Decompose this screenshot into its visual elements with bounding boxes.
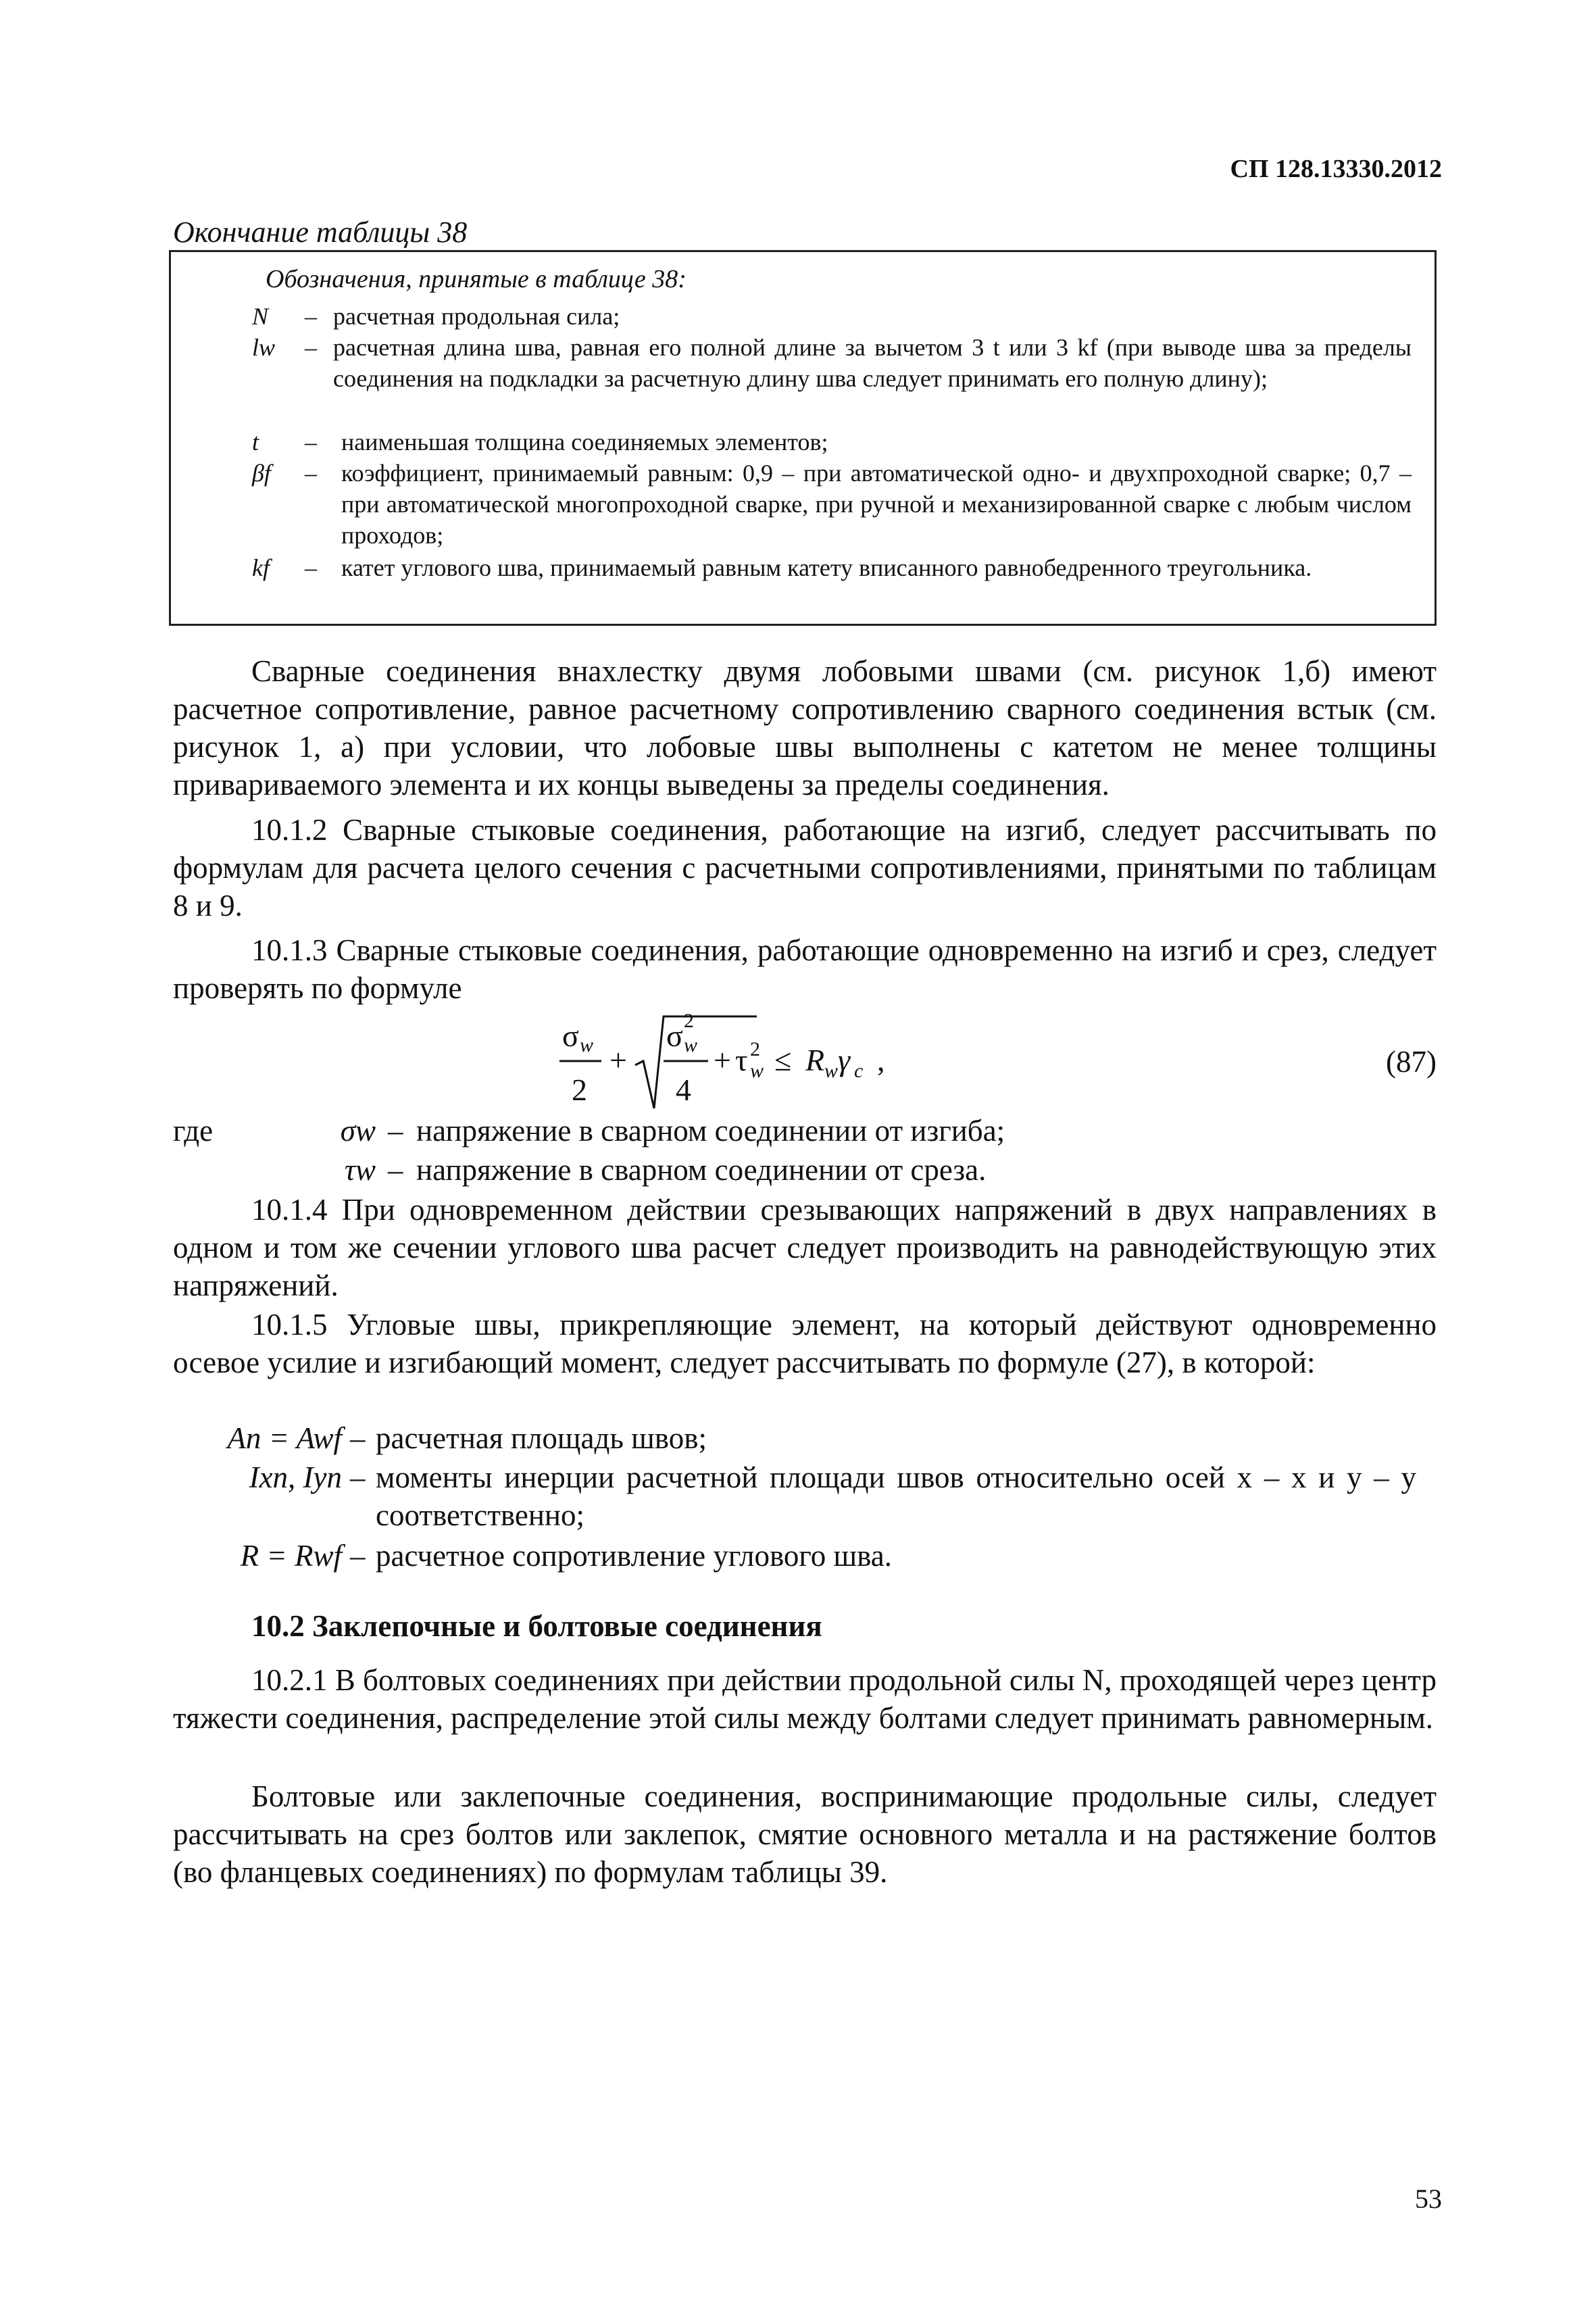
def-dash: – <box>350 1421 366 1455</box>
table-caption: Окончание таблицы 38 <box>173 216 468 249</box>
paragraph-10-1-5: 10.1.5 Угловые швы, прикрепляющие элемент, на который действуют одновременно осевое усилие и изгибающий момент, следует рассчитывать по формуле (27), в которой: <box>173 1308 1437 1379</box>
legend-text: расчетная длина шва, равная его полной длине за вычетом 3 t или 3 kf (при выводе шва за пределы соединения на подкладки за расчетную длину шва следует принимать его полную длину); <box>333 334 1412 392</box>
legend-text: расчетная продольная сила; <box>333 303 620 330</box>
where-symbol: σw <box>340 1114 376 1148</box>
def-text: расчетная площадь швов; <box>376 1421 707 1455</box>
formula-R-sub-w: w <box>824 1060 839 1082</box>
def-dash: – <box>350 1460 366 1494</box>
legend-text: наименьшая толщина соединяемых элементов; <box>341 428 828 456</box>
formula-R: R <box>805 1043 825 1077</box>
page-number: 53 <box>1415 2184 1442 2214</box>
def-symbol: Ixn, Iyn <box>249 1460 342 1494</box>
legend-symbol: N <box>252 303 269 330</box>
where-text: напряжение в сварном соединении от среза. <box>416 1153 987 1187</box>
paragraph-10-1-2: 10.1.2 Сварные стыковые соединения, работающие на изгиб, следует рассчитывать по формулам для расчета целого сечения с расчетными сопротивлениями, принятыми по таблицам 8 и 9. <box>173 813 1437 922</box>
legend-dash: – <box>305 554 317 581</box>
formula-number: (87) <box>1386 1045 1437 1079</box>
where-word: где <box>173 1114 214 1148</box>
formula-tau: τ <box>735 1043 748 1077</box>
formula-comma: , <box>877 1043 885 1077</box>
document-code: СП 128.13330.2012 <box>1230 155 1442 183</box>
def-dash: – <box>350 1539 366 1573</box>
where-symbol: τw <box>344 1153 376 1187</box>
def-symbol: An = Awf <box>227 1421 342 1455</box>
def-text: расчетное сопротивление углового шва. <box>376 1539 893 1573</box>
legend-dash: – <box>305 428 317 456</box>
paragraph-10-2-1: 10.2.1 В болтовых соединениях при действии продольной силы N, проходящей через центр тяжести соединения, распределение этой силы между болтами следует принимать равномерным. <box>173 1663 1437 1735</box>
legend-dash: – <box>305 303 317 330</box>
formula-sub-w: w <box>580 1034 594 1056</box>
formula-gamma-sub-c: c <box>854 1060 864 1082</box>
formula-leq: ≤ <box>774 1043 792 1077</box>
paragraph-10-1-4: 10.1.4 При одновременном действии срезывающих напряжений в двух направлениях в одном и том же сечении углового шва расчет следует производить на равнодействующую этих напряжений. <box>173 1193 1437 1302</box>
legend-text: катет углового шва, принимаемый равным катету вписанного равнобедренного треугольника. <box>341 554 1312 581</box>
legend-symbol: lw <box>252 334 276 361</box>
where-dash: – <box>388 1114 403 1148</box>
formula-tau-sub-w: w <box>750 1060 764 1082</box>
where-text: напряжение в сварном соединении от изгиба; <box>416 1114 1005 1148</box>
section-title: 10.2 Заклепочные и болтовые соединения <box>251 1609 822 1643</box>
formula-plus-2: + <box>714 1043 731 1077</box>
table-legend-box <box>169 250 1437 626</box>
where-dash: – <box>388 1153 403 1187</box>
paragraph-bolted: Болтовые или заклепочные соединения, воспринимающие продольные силы, следует рассчитывать на срез болтов или заклепок, смятие основного металла и на растяжение болтов (во фланцевых соединениях) по формулам таблицы 39. <box>173 1779 1437 1889</box>
formula-87 <box>554 1007 932 1115</box>
legend-symbol: t <box>252 428 259 456</box>
legend-symbol: kf <box>252 554 270 581</box>
legend-text: коэффициент, принимаемый равным: 0,9 – при автоматической одно- и двухпроходной сварке; 0,7 – при автоматической многопроходной сварке, при ручной и механизированной сварке с любым числом проходов; <box>341 460 1412 549</box>
formula-denominator-2: 2 <box>572 1073 587 1107</box>
legend-dash: – <box>305 460 317 487</box>
formula-sigma: σ <box>562 1018 579 1053</box>
def-text: моменты инерции расчетной площади швов относительно осей x – x и y – y соответственно; <box>376 1460 1416 1532</box>
formula-sub-w-inner: w <box>684 1034 698 1056</box>
formula-sup-2: 2 <box>684 1010 694 1032</box>
formula-sigma-inner: σ <box>666 1018 683 1053</box>
formula-plus: + <box>609 1043 627 1077</box>
legend-dash: – <box>305 334 317 361</box>
formula-gamma: γ <box>838 1043 851 1077</box>
legend-title: Обозначения, принятые в таблице 38: <box>266 265 687 293</box>
def-symbol: R = Rwf <box>240 1539 342 1573</box>
formula-denominator-4: 4 <box>676 1073 691 1107</box>
paragraph-lap-welds: Сварные соединения внахлестку двумя лобовыми швами (см. рисунок 1,б) имеют расчетное сопротивление, равное расчетному сопротивлению сварного соединения встык (см. рисунок 1, а) при условии, что лобовые швы выполнены с катетом не менее толщины привариваемого элемента и их концы выведены за пределы соединения. <box>173 654 1437 802</box>
paragraph-10-1-3: 10.1.3 Сварные стыковые соединения, работающие одновременно на изгиб и срез, следует проверять по формуле <box>173 933 1437 1005</box>
legend-symbol: βf <box>252 460 271 487</box>
formula-tau-sup-2: 2 <box>750 1038 760 1060</box>
